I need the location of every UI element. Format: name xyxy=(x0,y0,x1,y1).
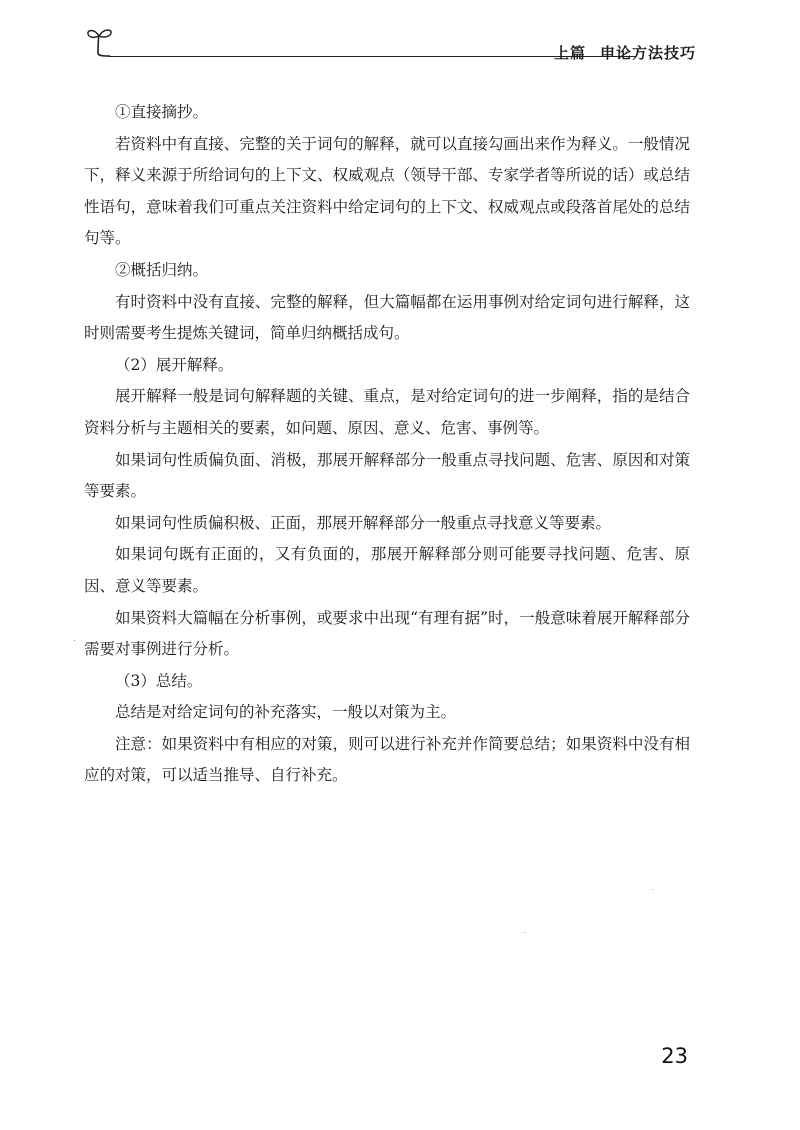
paragraph: ①直接摘抄。 xyxy=(115,103,209,121)
running-header xyxy=(84,24,696,68)
paragraph: 如果资料大篇幅在分析事例，或要求中出现“有理有据”时，一般意味着展开解释部分需要对事例进行分析。 xyxy=(84,608,690,659)
header-chapter-title: 申论方法技巧 xyxy=(599,44,696,62)
paragraph: ②概括归纳。 xyxy=(115,260,209,279)
paragraph: 有时资料中没有直接、完整的解释，但大篇幅都在运用事例对给定词句进行解释，这时则需要考生提炼关键词，简单归纳概括成句。 xyxy=(84,292,690,343)
scan-speck xyxy=(652,889,653,890)
paragraph: 如果词句既有正面的，又有负面的，那展开解释部分则可能要寻找问题、危害、原因、意义等要素。 xyxy=(84,545,690,595)
header-title xyxy=(554,42,696,63)
paragraph: （3）总结。 xyxy=(115,671,203,690)
body-text xyxy=(84,97,690,792)
paragraph: 若资料中有直接、完整的关于词句的解释，就可以直接勾画出来作为释义。一般情况下，释义来源于所给词句的上下文、权威观点（领导干部、专家学者等所说的话）或总结性语句，意味着我们可重点关注资料中给定词句的上下文、权威观点或段落首尾处的总结句等。 xyxy=(84,134,690,248)
paragraph: 展开解释一般是词句解释题的关键、重点，是对给定词句的进一步阐释，指的是结合资料分析与主题相关的要素，如问题、原因、意义、危害、事例等。 xyxy=(84,387,690,437)
paragraph: 注意：如果资料中有相应的对策，则可以进行补充并作简要总结；如果资料中没有相应的对策，可以适当推导、自行补充。 xyxy=(84,734,690,785)
scan-speck xyxy=(524,932,525,933)
paragraph: 如果词句性质偏负面、消极，那展开解释部分一般重点寻找问题、危害、原因和对策等要素。 xyxy=(84,450,690,501)
paragraph: 总结是对给定词句的补充落实，一般以对策为主。 xyxy=(115,703,457,722)
paragraph: （2）展开解释。 xyxy=(115,355,234,374)
scan-speck xyxy=(74,640,75,641)
sprout-icon xyxy=(84,24,120,60)
header-section: 上篇 xyxy=(553,44,586,62)
page-number: 23 xyxy=(661,1044,688,1068)
paragraph: 如果词句性质偏积极、正面，那展开解释部分一般重点寻找意义等要素。 xyxy=(115,513,612,532)
